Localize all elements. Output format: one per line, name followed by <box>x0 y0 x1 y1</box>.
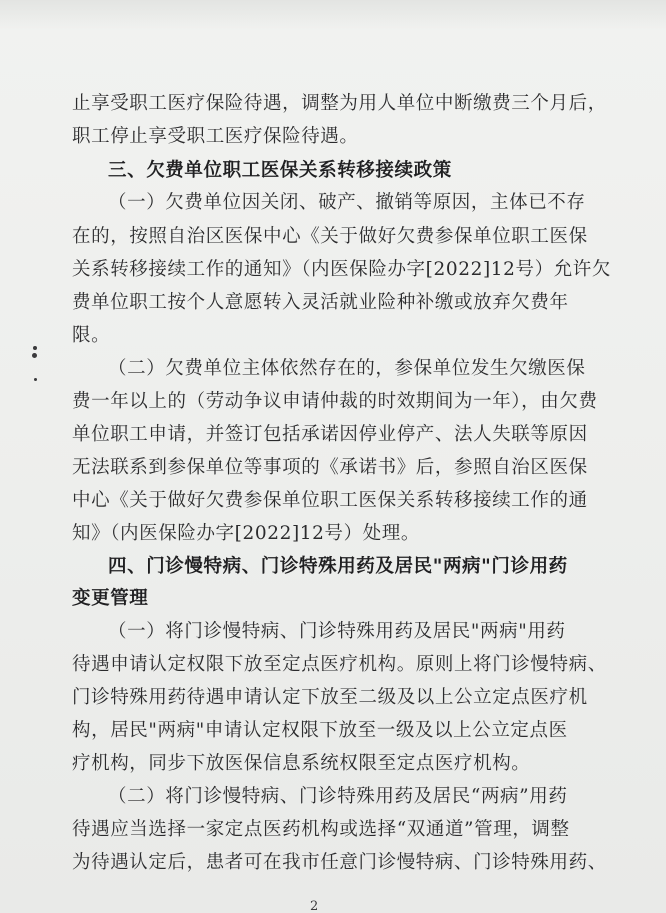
page-number: 2 <box>310 899 319 913</box>
body-line-11: 单位职工申请，并签订包括承诺因停业停产、法人失联等原因 <box>72 424 588 445</box>
body-line-14: 知》（内医保险办字[2022]12号）处理。 <box>72 523 421 544</box>
body-line-13: 中心《关于做好欠费参保单位职工医保关系转移接续工作的通 <box>72 490 588 511</box>
body-line-17: （一）将门诊慢特病、门诊特殊用药及居民"两病"用药 <box>108 621 566 642</box>
body-line-4: （一）欠费单位因关闭、破产、撤销等原因，主体已不存 <box>108 192 586 213</box>
body-line-22: （二）将门诊慢特病、门诊特殊用药及居民“两病”用药 <box>108 786 568 807</box>
body-line-23: 待遇应当选择一家定点医药机构或选择“双通道”管理，调整 <box>72 819 570 840</box>
page-shadow <box>0 0 666 30</box>
body-line-19: 门诊特殊用药待遇申请认定下放至二级及以上公立定点医疗机 <box>72 687 588 708</box>
body-line-8: 限。 <box>72 325 111 346</box>
body-line-6: 关系转移接续工作的通知》（内医保险办字[2022]12号）允许欠 <box>72 259 612 280</box>
section-heading-4: 四、门诊慢特病、门诊特殊用药及居民"两病"门诊用药 <box>108 556 568 577</box>
body-line-24: 为待遇认定后，患者可在我市任意门诊慢特病、门诊特殊用药、 <box>72 852 607 873</box>
body-line-7: 费单位职工按个人意愿转入灵活就业险种补缴或放弃欠费年 <box>72 292 569 313</box>
body-line-2: 职工停止享受职工医疗保险待遇。 <box>72 126 359 147</box>
body-line-18: 待遇申请认定权限下放至定点医疗机构。原则上将门诊慢特病、 <box>72 654 607 675</box>
body-line-10: 费一年以上的（劳动争议申请仲裁的时效期间为一年），由欠费 <box>72 391 598 412</box>
binding-hole-mark <box>33 346 37 350</box>
body-line-12: 无法联系到参保单位等事项的《承诺书》后，参照自治区医保 <box>72 457 588 478</box>
binding-hole-mark <box>32 353 37 358</box>
body-line-1: 止享受职工医疗保险待遇，调整为用人单位中断缴费三个月后， <box>72 93 607 114</box>
binding-hole-mark <box>34 378 37 381</box>
body-line-9: （二）欠费单位主体依然存在的，参保单位发生欠缴医保 <box>108 358 586 379</box>
section-heading-4-cont: 变更管理 <box>72 588 149 609</box>
body-line-20: 构，居民"两病"申请认定权限下放至一级及以上公立定点医 <box>72 720 568 741</box>
section-heading-3: 三、欠费单位职工医保关系转移接续政策 <box>108 160 452 181</box>
body-line-21: 疗机构，同步下放医保信息系统权限至定点医疗机构。 <box>72 753 531 774</box>
body-line-5: 在的，按照自治区医保中心《关于做好欠费参保单位职工医保 <box>72 226 588 247</box>
